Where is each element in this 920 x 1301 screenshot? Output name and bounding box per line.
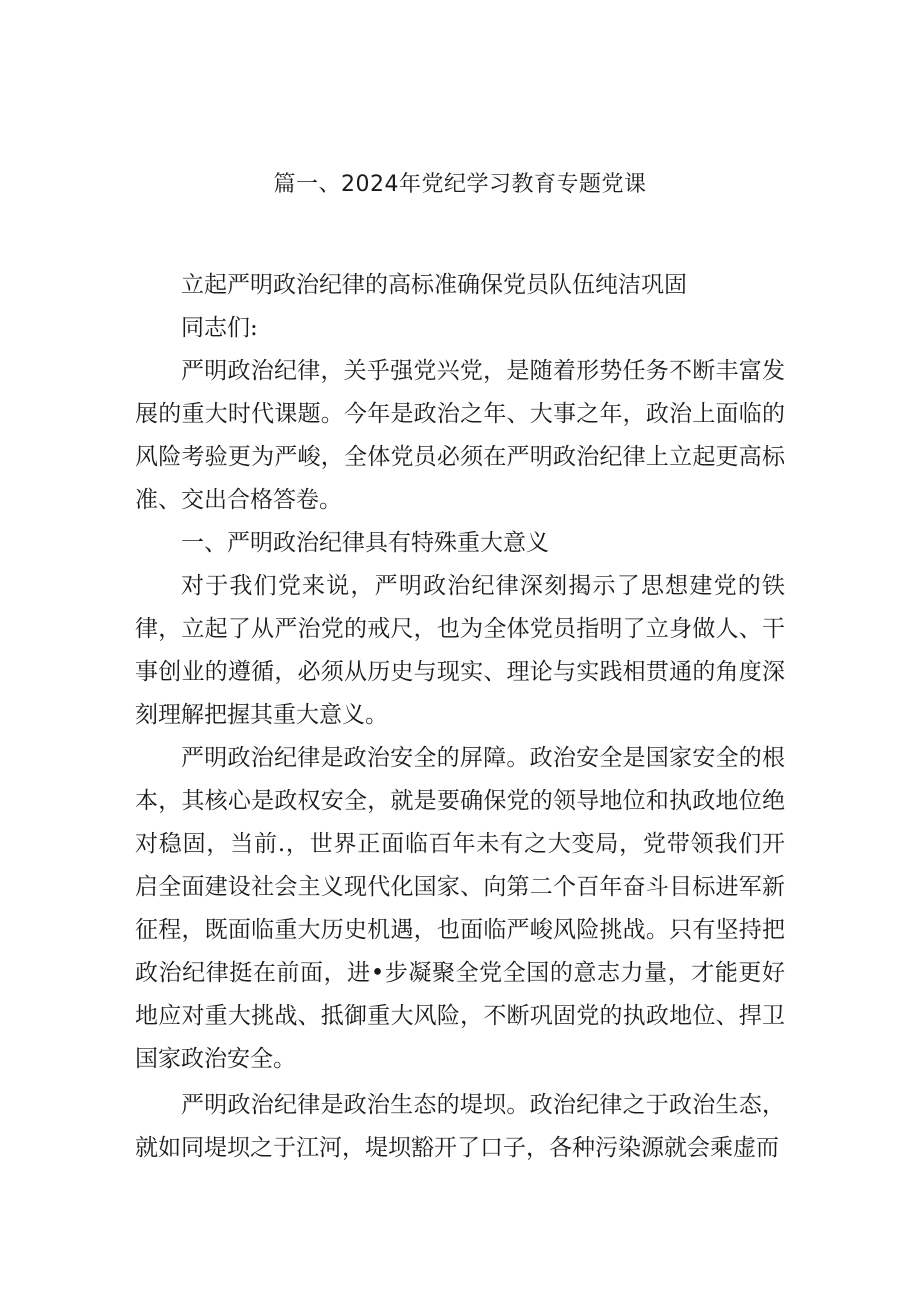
section-heading-1: 一、严明政治纪律具有特殊重大意义: [181, 530, 549, 556]
document-body: [135, 264, 785, 1170]
paragraph-political-ecology: 严明政治纪律是政治生态的堤坝。政治纪律之于政治生态，就如同堤坝之于江河，堤坝豁开了口子，各种污染源就会乘虚而: [135, 1092, 785, 1161]
paragraph-significance: 对于我们党来说，严明政治纪律深刻揭示了思想建党的铁律，立起了从严治党的戒尺，也为全体党员指明了立身做人、干事创业的遵循，必须从历史与现实、理论与实践相贯通的角度深刻理解把握其重大意义。: [135, 573, 785, 728]
salutation: 同志们:: [181, 315, 258, 341]
document-subtitle: 立起严明政治纪律的高标准确保党员队伍纯洁巩固: [181, 272, 687, 298]
document-title: 篇一、2024年党纪学习教育专题党课: [273, 172, 647, 197]
paragraph-intro: 严明政治纪律，关乎强党兴党，是随着形势任务不断丰富发展的重大时代课题。今年是政治之年、大事之年，政治上面临的风险考验更为严峻，全体党员必须在严明政治纪律上立起更高标准、交出合格答卷。: [135, 358, 785, 513]
paragraph-political-security: 严明政治纪律是政治安全的屏障。政治安全是国家安全的根本，其核心是政权安全，就是要确保党的领导地位和执政地位绝对稳固，当前.，世界正面临百年未有之大变局，党带领我们开启全面建设社会主义现代化国家、向第二个百年奋斗目标进军新征程，既面临重大历史机遇，也面临严峻风险挑战。只有坚持把政治纪律挺在前面，进•步凝聚全党全国的意志力量，才能更好地应对重大挑战、抵御重大风险，不断巩固党的执政地位、捍卫国家政治安全。: [135, 745, 785, 1072]
